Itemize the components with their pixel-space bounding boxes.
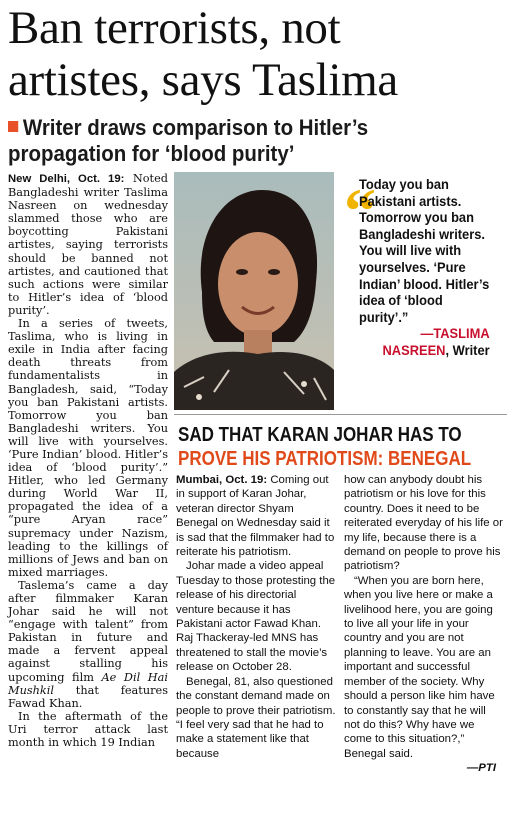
bullet-square-icon [8,121,18,132]
story-body-column [8,172,168,749]
attribution-name: TASLIMA NASREEN [382,325,490,358]
secondary-story-column-2 [344,473,504,776]
agency-credit: —PTI [466,762,496,775]
story2-dateline: Mumbai, Oct. 19: [176,474,268,486]
story2-paragraph-1-text: Coming out in support of Karan Johar, veteran director Shyam Benegal on Wednesday said it is sad that the filmmaker had to reiterate his patriotism. [176,474,335,559]
section-divider [174,414,507,415]
quote-mark-icon: “ [344,175,376,246]
headline-line-2: artistes, says Taslima [8,54,398,106]
subhead-line-2: propagation for ‘blood purity’ [8,141,295,166]
story2-paragraph-3: Benegal, 81, also questioned the constant demand made on people to prove their patriotism. “I feel very sad that he had to make a statement like that because [176,675,336,760]
paragraph-1 [8,172,168,317]
paragraph-2: In a series of tweets, Taslima, who is living in exile in India after facing death threats from fundamentalists in Bangladesh, said, “Today you ban Pakistani artists. Tomorrow you ban Bangladeshi writers. You will live with yourselves. ‘Pure Indian’ blood. Hitler’s idea of ‘blood purity’.” Hitler, who led Germany during World War II, propagated the idea of a “pure Aryan race” supremacy under Nazism, leading to the killings of millions of Jews and ban on mixed marriages. [8,317,168,579]
headline [8,2,503,106]
headline-line-1: Ban terrorists, not [8,2,341,54]
pull-quote [359,176,495,359]
story2-paragraph-2: Johar made a video appeal Tuesday to those protesting the release of his directorial venture because it has Pakistani actor Fawad Khan. Raj Thackeray-led MNS has threatened to stall the movie’s release on October 28. [176,560,336,674]
paragraph-3 [8,579,168,710]
portrait-photo [174,172,334,410]
portrait-illustration [174,172,334,410]
subhead [8,115,468,167]
story2-paragraph-4: how can anybody doubt his patriotism or his love for this country. Does it need to be reiterated everyday of his life or my life, because there is a demand on people to prove his patriotism? [344,474,503,573]
secondary-headline [178,423,472,471]
secondary-headline-line-1: SAD THAT KARAN JOHAR HAS TO [178,424,462,446]
story2-paragraph-5: “When you are born here, when you live here or make a livelihood here, you are going to live all your life in your country and you are not planning to leave. You are an important and successful member of the society. Why should a person like him have to constantly say that he will not do this? Why have we come to this situation?,” Benegal said. [344,574,495,760]
paragraph-4: In the aftermath of the Uri terror attack last month in which 19 Indian [8,709,168,750]
paragraph-3-text-b: that features Fawad Khan. [8,683,168,710]
attribution-dash: — [420,325,434,342]
story2-paragraph-1 [176,473,336,559]
paragraph-1-text: Noted Bangladeshi writer Taslima Nasreen on wednesday slammed those who are boycotting Pakistani artistes, saying terrorists should be banned not artistes, and cautioned that such actions were similar to Hitler’s idea of ‘blood purity’. [8,172,169,317]
secondary-headline-line-2: PROVE HIS PATRIOTISM: BENEGAL [178,448,472,470]
secondary-story-column-1 [176,473,336,761]
pull-quote-attribution [359,325,490,358]
subhead-line-1: Writer draws comparison to Hitler’s [22,115,369,140]
paragraph-3-text-a: Taslema’s came a day after filmmaker Karan Johar said he will not “engage with talent” from Pakistan in future and made a fervent appeal against stalling his upcoming film [8,578,168,684]
attribution-role: , Writer [445,341,490,358]
film-title: Ae Dil Hai Mushkil [8,670,168,697]
pull-quote-text: Today you ban Pakistani artists. Tomorrow you ban Bangladeshi writers. You will live with yourselves. ‘Pure Indian’ blood. Hitler’s idea of ‘blood purity’.” [359,176,490,325]
dateline: New Delhi, Oct. 19: [8,173,125,185]
